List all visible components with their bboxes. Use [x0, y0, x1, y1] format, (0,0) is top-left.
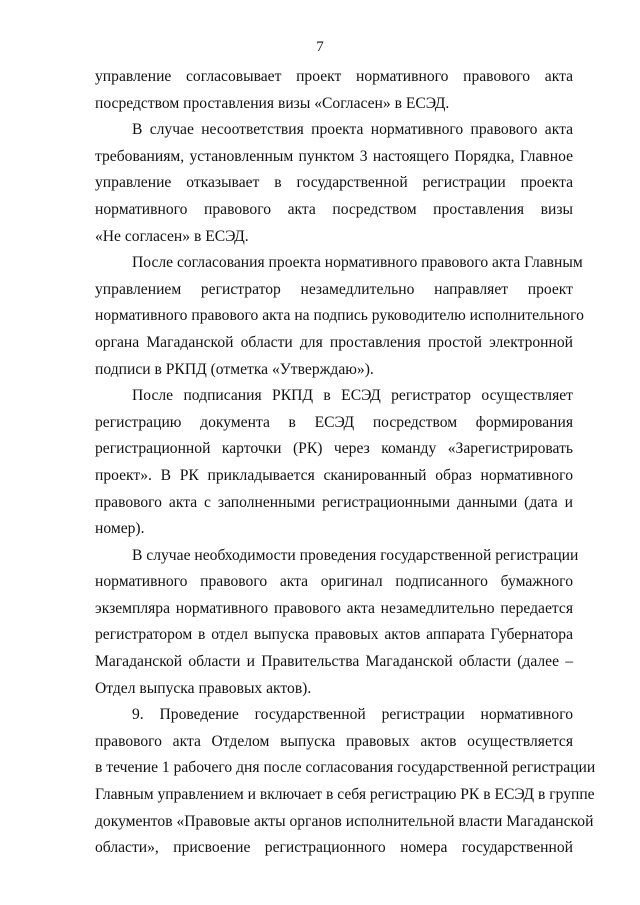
text-line: «Не согласен» в ЕСЭД. — [95, 227, 249, 245]
text-line: управление отказывает в государственной регистрации проекта — [95, 174, 573, 192]
paragraph — [95, 64, 573, 117]
text-line: нормативного правового акта на подпись руководителю исполнительного — [95, 307, 584, 325]
text-line: требованиям, установленным пунктом 3 настоящего Порядка, Главное — [95, 147, 573, 165]
text-line: Магаданской области и Правительства Магаданской области (далее – — [95, 653, 573, 671]
text-line: органа Магаданской области для проставления простой электронной — [95, 333, 573, 351]
text-line: управление согласовывает проект нормативного правового акта — [95, 68, 573, 85]
text-line: После подписания РКПД в ЕСЭД регистратор осуществляет — [132, 387, 573, 405]
text-line: Главным управлением и включает в себя регистрацию РК в ЕСЭД в группе — [95, 786, 595, 804]
text-line: правового акта с заполненными регистрационными данными (дата и — [95, 493, 573, 511]
paragraph — [95, 383, 573, 543]
text-line: нормативного правового акта посредством проставления визы — [95, 200, 573, 218]
text-line: посредством проставления визы «Согласен» в ЕСЭД. — [95, 94, 450, 112]
text-line: регистратором в отдел выпуска правовых актов аппарата Губернатора — [95, 626, 573, 644]
text-line: документов «Правовые акты органов исполнительной власти Магаданской — [95, 812, 594, 830]
text-line: Отдел выпуска правовых актов). — [95, 679, 312, 697]
paragraph — [95, 702, 596, 862]
text-line: в течение 1 рабочего дня после согласования государственной регистрации — [95, 759, 596, 777]
paragraph — [95, 543, 579, 703]
text-line: регистрационной карточки (РК) через команду «Зарегистрировать — [95, 440, 573, 458]
paragraph — [95, 250, 584, 383]
text-line: регистрацию документа в ЕСЭД посредством формирования — [95, 413, 573, 431]
text-line: управлением регистратор незамедлительно направляет проект — [95, 280, 573, 298]
document-body — [95, 64, 596, 862]
text-line: правового акта Отделом выпуска правовых актов осуществляется — [95, 732, 573, 750]
text-line: В случае несоответствия проекта нормативного правового акта — [132, 121, 573, 139]
text-line: номер). — [95, 520, 145, 538]
paragraph — [95, 117, 573, 250]
text-line: В случае необходимости проведения государственной регистрации — [132, 546, 579, 564]
text-line: После согласования проекта нормативного правового акта Главным — [132, 254, 583, 272]
text-line: нормативного правового акта оригинал подписанного бумажного — [95, 573, 573, 591]
text-line: экземпляра нормативного правового акта незамедлительно передается — [95, 599, 573, 617]
text-line: проект». В РК прикладывается сканированный образ нормативного — [95, 466, 573, 484]
text-line: 9. Проведение государственной регистрации нормативного — [132, 706, 573, 724]
page-number: 7 — [316, 39, 324, 55]
text-line: подписи в РКПД (отметка «Утверждаю»). — [95, 360, 374, 378]
text-line: области», присвоение регистрационного номера государственной — [95, 839, 573, 857]
